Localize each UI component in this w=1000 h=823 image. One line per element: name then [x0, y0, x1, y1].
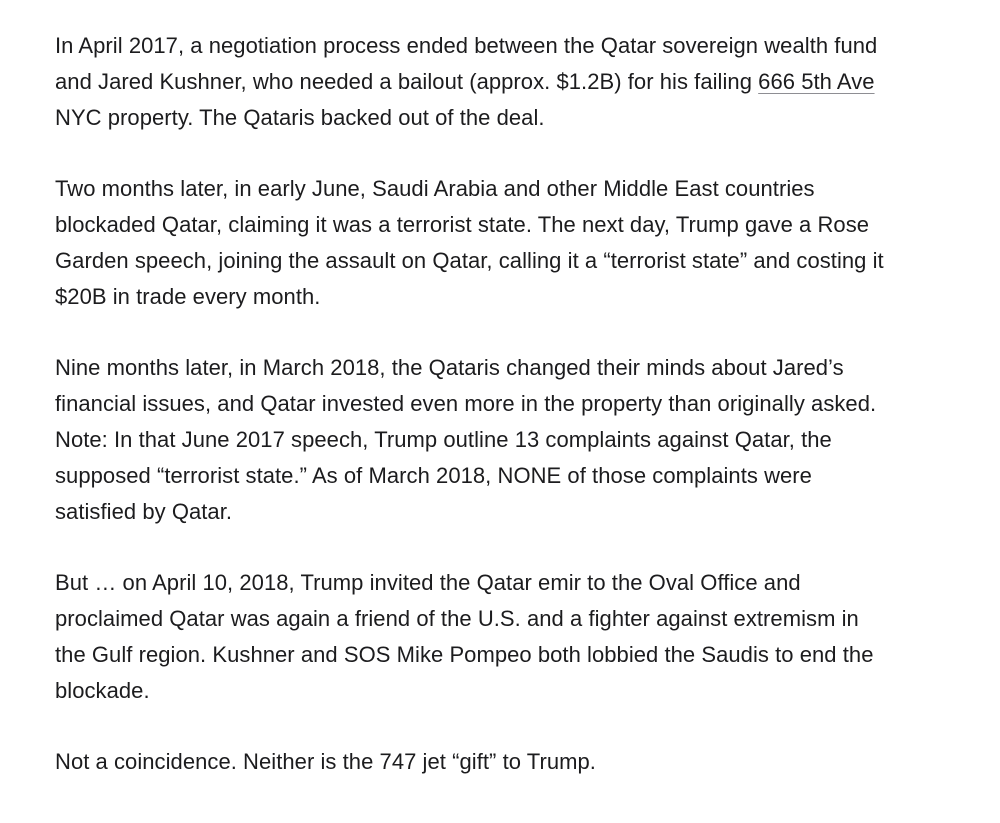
text-line: But … on April 10, 2018, Trump invited the Qatar emir to the Oval Office and [55, 570, 801, 595]
text-line: Nine months later, in March 2018, the Qataris changed their minds about Jared’s [55, 355, 844, 380]
text-line: In April 2017, a negotiation process ended between the Qatar sovereign wealth fund [55, 33, 878, 58]
paragraph-1 [55, 28, 975, 136]
article-body [55, 28, 975, 780]
text-line: satisfied by Qatar. [55, 499, 233, 524]
text-line: the Gulf region. Kushner and SOS Mike Pompeo both lobbied the Saudis to end the [55, 642, 874, 667]
text-line: blockade. [55, 678, 150, 703]
property-address-link[interactable]: 666 5th Ave [758, 69, 875, 94]
text-line: blockaded Qatar, claiming it was a terrorist state. The next day, Trump gave a Rose [55, 212, 870, 237]
text-line: NYC property. The Qataris backed out of the deal. [55, 105, 545, 130]
text-line: $20B in trade every month. [55, 284, 321, 309]
paragraph-4 [55, 565, 975, 709]
text-line: financial issues, and Qatar invested even more in the property than originally asked. [55, 391, 877, 416]
text-line: supposed “terrorist state.” As of March 2018, NONE of those complaints were [55, 463, 812, 488]
text-line: Garden speech, joining the assault on Qatar, calling it a “terrorist state” and costing it [55, 248, 884, 273]
paragraph-3 [55, 350, 975, 530]
paragraph-5 [55, 744, 975, 780]
text-line: Two months later, in early June, Saudi Arabia and other Middle East countries [55, 176, 815, 201]
text-line [55, 64, 975, 100]
text-segment: and Jared Kushner, who needed a bailout (approx. $1.2B) for his failing [55, 69, 759, 94]
text-line: Note: In that June 2017 speech, Trump outline 13 complaints against Qatar, the [55, 427, 832, 452]
paragraph-2 [55, 171, 975, 315]
text-line: proclaimed Qatar was again a friend of the U.S. and a fighter against extremism in [55, 606, 859, 631]
text-line: Not a coincidence. Neither is the 747 jet “gift” to Trump. [55, 749, 596, 774]
